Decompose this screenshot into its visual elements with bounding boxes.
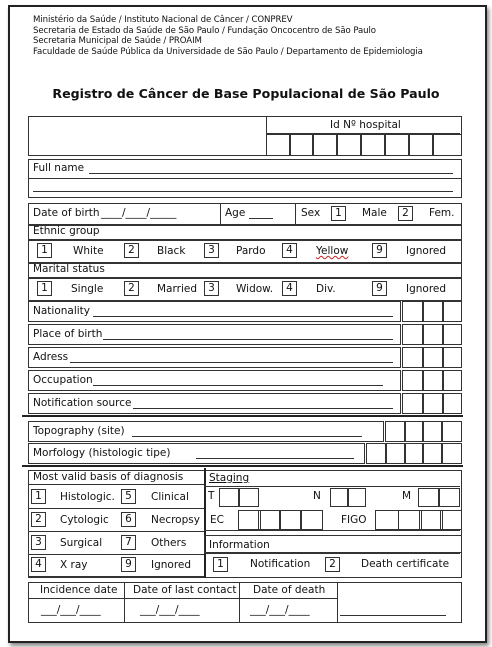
sex-male-code[interactable]: 1 <box>331 206 346 221</box>
divider <box>204 530 460 531</box>
divider <box>204 486 460 487</box>
divider <box>204 468 206 578</box>
field-code-cell[interactable] <box>402 301 424 322</box>
staging-figo-cell[interactable] <box>375 510 399 530</box>
diagnosis-option-label: Surgical <box>60 537 103 549</box>
divider <box>204 553 460 554</box>
field-code-cell[interactable] <box>441 443 462 464</box>
marital-option-label: Married <box>157 283 197 295</box>
field-code-cell[interactable] <box>422 301 444 322</box>
field-code-cell[interactable] <box>404 443 424 464</box>
field-input-address[interactable] <box>70 362 393 363</box>
divider <box>28 484 204 485</box>
id-hospital-cell[interactable] <box>360 134 386 156</box>
field-input-topography[interactable] <box>132 436 362 437</box>
information-notification-code[interactable]: 1 <box>213 557 228 572</box>
diagnosis-option-code[interactable]: 4 <box>31 557 46 572</box>
id-hospital-cell[interactable] <box>432 134 462 156</box>
incidence-date-label: Incidence date <box>40 584 118 596</box>
staging-figo-cell[interactable] <box>440 510 462 530</box>
sex-male-label: Male <box>362 207 387 219</box>
staging-t-cell[interactable] <box>238 488 259 507</box>
age-label: Age <box>225 207 246 219</box>
marital-option-label: Single <box>71 283 104 295</box>
field-input-occupation[interactable] <box>93 385 383 386</box>
field-code-cell[interactable] <box>422 324 444 345</box>
field-code-cell[interactable] <box>442 324 462 345</box>
field-code-cell[interactable] <box>442 301 462 322</box>
staging-ec-cell[interactable] <box>258 510 281 530</box>
dob-field[interactable]: ____/____/_____ <box>101 207 177 219</box>
id-hospital-cell[interactable] <box>312 134 338 156</box>
divider <box>28 576 204 577</box>
full-name-row <box>28 159 462 179</box>
ethnic-option-label: Black <box>157 245 186 257</box>
field-code-cell[interactable] <box>422 443 443 464</box>
field-input-nationality[interactable] <box>93 316 393 317</box>
diagnosis-option-label: Histologic. <box>60 491 115 503</box>
marital-option-code[interactable]: 3 <box>204 281 219 296</box>
form-title: Registro de Câncer de Base Populacional de São Paulo <box>52 86 440 101</box>
field-code-cell[interactable] <box>404 421 424 442</box>
ethnic-option-label: Ignored <box>406 245 447 257</box>
full-name-field[interactable] <box>89 173 453 174</box>
field-input-notification_source[interactable] <box>133 408 393 409</box>
marital-option-label: Ignored <box>406 283 447 295</box>
information-label: Information <box>209 539 270 551</box>
sex-fem-label: Fem. <box>429 207 455 219</box>
field-code-cell[interactable] <box>402 393 424 414</box>
marital-option-label: Div. <box>316 283 336 295</box>
field-label-morfology: Morfology (histologic tipe) <box>33 447 171 459</box>
diagnosis-option-label: Cytologic <box>60 514 109 526</box>
marital-option-code[interactable]: 1 <box>37 281 52 296</box>
staging-m-cell[interactable] <box>438 488 460 507</box>
field-input-place_of_birth[interactable] <box>103 339 393 340</box>
staging-m-label: M <box>402 490 412 502</box>
divider <box>337 582 338 622</box>
full-name-field-2[interactable] <box>33 191 453 192</box>
divider <box>28 508 204 509</box>
marital-label: Marital status <box>33 263 105 275</box>
ethnic-option-code[interactable]: 1 <box>37 243 52 258</box>
diagnosis-option-code[interactable]: 9 <box>121 557 136 572</box>
ethnic-option-code[interactable]: 3 <box>204 243 219 258</box>
field-label-topography: Topography (site) <box>33 425 125 437</box>
diagnosis-option-label: X ray <box>60 559 88 571</box>
id-hospital-cell[interactable] <box>384 134 410 156</box>
full-name-row-2 <box>28 178 462 198</box>
staging-ec-label: EC <box>210 514 224 526</box>
diagnosis-option-code[interactable]: 6 <box>121 512 136 527</box>
id-hospital-cell[interactable] <box>266 134 291 156</box>
field-code-cell[interactable] <box>385 421 406 442</box>
full-name-label: Full name <box>33 162 85 174</box>
diagnosis-option-code[interactable]: 2 <box>31 512 46 527</box>
ethnic-option-label: Pardo <box>236 245 266 257</box>
ethnic-option-label: Yellow <box>316 245 349 257</box>
information-death-code[interactable]: 2 <box>325 557 340 572</box>
divider <box>220 203 221 224</box>
ethnic-label: Ethnic group <box>33 225 100 237</box>
field-code-cell[interactable] <box>402 347 424 368</box>
marital-option-code[interactable]: 4 <box>282 281 297 296</box>
last-contact-field[interactable]: ___/___/____ <box>140 604 200 616</box>
field-label-notification_source: Notification source <box>33 397 132 409</box>
field-code-cell[interactable] <box>385 443 406 464</box>
age-field[interactable] <box>249 218 273 219</box>
section-divider <box>22 415 463 417</box>
field-code-cell[interactable] <box>442 393 462 414</box>
field-row-address <box>28 347 401 368</box>
staging-figo-label: FIGO <box>341 514 367 526</box>
ethnic-option-code[interactable]: 2 <box>124 243 139 258</box>
staging-ec-cell[interactable] <box>300 510 323 530</box>
staging-ec-cell[interactable] <box>279 510 302 530</box>
diagnosis-label: Most valid basis of diagnosis <box>33 471 184 483</box>
field-input-morfology[interactable] <box>196 458 354 459</box>
sex-label: Sex <box>301 207 321 219</box>
extra-date-field[interactable] <box>340 615 446 616</box>
dob-label: Date of birth <box>33 207 100 219</box>
divider <box>295 203 296 224</box>
field-code-cell[interactable] <box>366 443 387 464</box>
field-code-cell[interactable] <box>422 393 444 414</box>
ethnic-option-code[interactable]: 9 <box>372 243 387 258</box>
diagnosis-option-code[interactable]: 7 <box>121 535 136 550</box>
header-line-4: Faculdade de Saúde Pública da Universidade de São Paulo / Departamento de Epidemiologia <box>33 46 423 57</box>
field-label-nationality: Nationality <box>33 305 91 317</box>
staging-t-label: T <box>208 490 215 502</box>
field-code-cell[interactable] <box>442 370 462 391</box>
field-code-cell[interactable] <box>422 347 444 368</box>
field-label-occupation: Occupation <box>33 374 93 386</box>
diagnosis-option-label: Ignored <box>151 559 192 571</box>
divider <box>124 582 125 622</box>
field-code-cell[interactable] <box>442 347 462 368</box>
staging-n-label: N <box>313 490 321 502</box>
ethnic-option-label: White <box>73 245 104 257</box>
date-of-death-label: Date of death <box>253 584 326 596</box>
divider <box>239 582 240 622</box>
id-hospital-label: Id Nº hospital <box>330 119 401 131</box>
diagnosis-option-code[interactable]: 5 <box>121 489 136 504</box>
section-divider <box>22 465 463 467</box>
field-code-cell[interactable] <box>422 370 444 391</box>
staging-m-cell[interactable] <box>418 488 440 507</box>
header-line-1: Ministério da Saúde / Instituto Nacional de Câncer / CONPREV <box>33 15 293 25</box>
incidence-date-field[interactable]: ___/___/____ <box>41 604 101 616</box>
date-of-death-field[interactable]: ___/___/____ <box>250 604 310 616</box>
header-line-2: Secretaria de Estado da Saúde de São Paulo / Fundação Oncocentro de São Paulo <box>33 25 376 36</box>
header-line-3: Secretaria Municipal de Saúde / PROAIM <box>33 36 202 46</box>
marital-option-code[interactable]: 2 <box>124 281 139 296</box>
staging-label: Staging <box>209 472 250 484</box>
divider <box>28 531 204 532</box>
last-contact-label: Date of last contact <box>133 584 237 596</box>
divider <box>28 598 338 599</box>
diagnosis-option-label: Clinical <box>151 491 189 503</box>
diagnosis-option-code[interactable]: 1 <box>31 489 46 504</box>
diagnosis-option-label: Necropsy <box>151 514 200 526</box>
information-death-label: Death certificate <box>361 558 450 570</box>
id-hospital-cell[interactable] <box>408 134 434 156</box>
information-notification-label: Notification <box>250 558 311 570</box>
sex-fem-code[interactable]: 2 <box>398 206 413 221</box>
staging-n-cell[interactable] <box>347 488 366 507</box>
field-label-place_of_birth: Place of birth <box>33 328 103 340</box>
id-hospital-cell[interactable] <box>289 134 314 156</box>
divider <box>28 554 204 555</box>
marital-option-code[interactable]: 9 <box>372 281 387 296</box>
staging-t-cell[interactable] <box>219 488 240 507</box>
field-code-cell[interactable] <box>402 324 424 345</box>
ethnic-option-code[interactable]: 4 <box>282 243 297 258</box>
marital-option-label: Widow. <box>236 283 274 295</box>
id-hospital-cell[interactable] <box>336 134 362 156</box>
field-code-cell[interactable] <box>441 421 462 442</box>
field-code-cell[interactable] <box>422 421 443 442</box>
diagnosis-option-label: Others <box>151 537 187 549</box>
field-label-address: Adress <box>33 351 69 363</box>
field-code-cell[interactable] <box>402 370 424 391</box>
diagnosis-option-code[interactable]: 3 <box>31 535 46 550</box>
